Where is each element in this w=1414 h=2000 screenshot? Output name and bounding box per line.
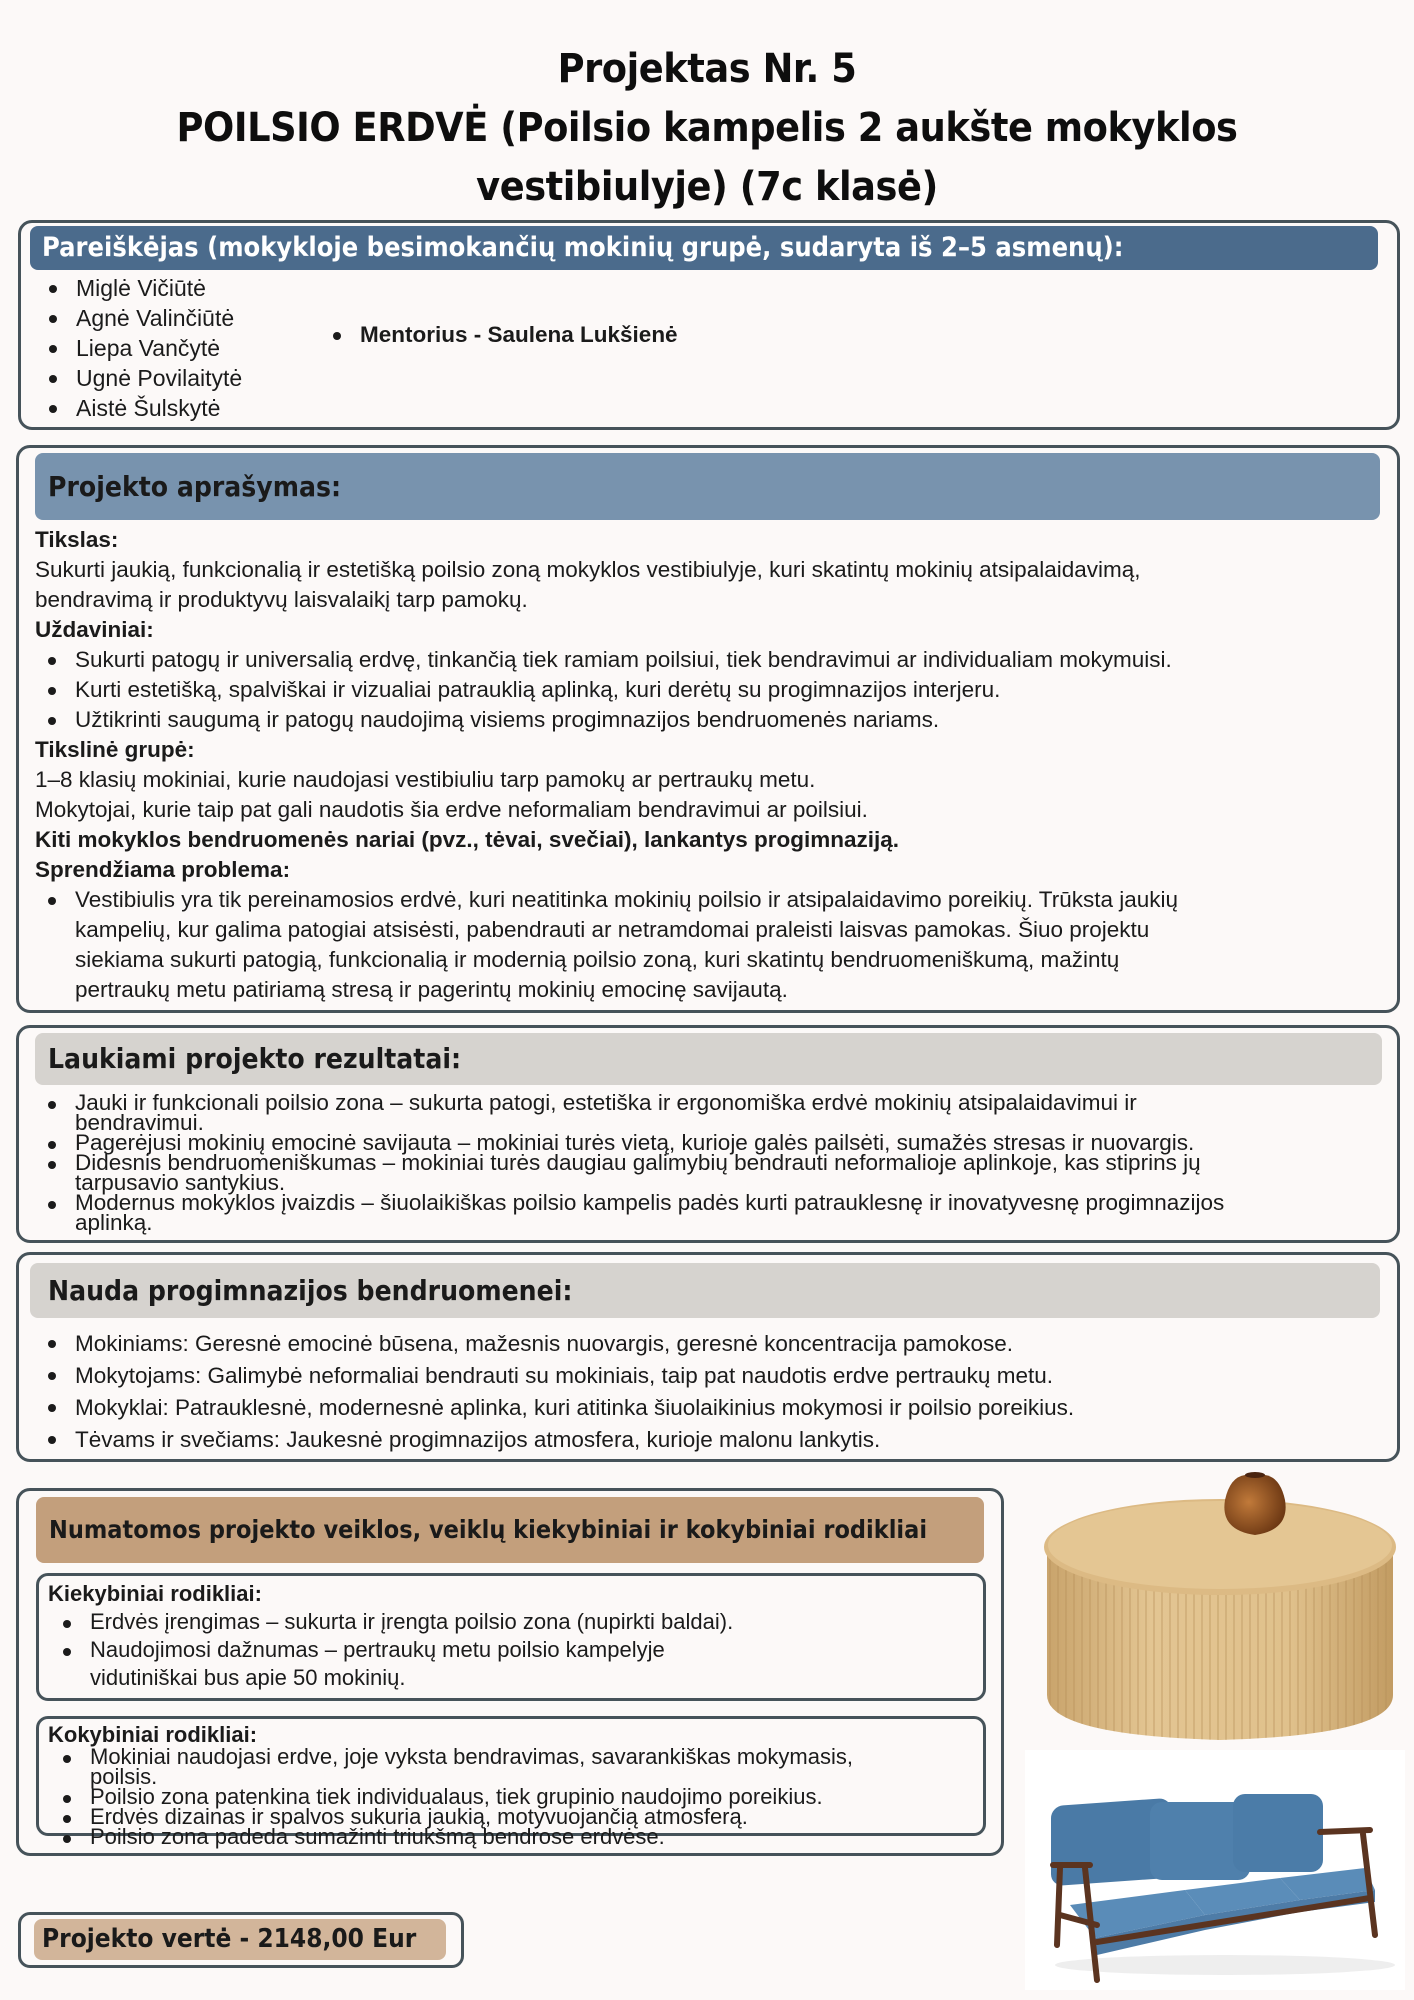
applicant-header: Pareiškėjas (mokykloje besimokančių mokinių grupė, sudaryta iš 2–5 asmenų):: [30, 226, 1378, 270]
task-item: Sukurti patogų ir universalią erdvę, tinkančią tiek ramiam poilsiui, tiek bendravimui ar individualiam mokymuisi.: [35, 645, 1178, 675]
member-item: Agnė Valinčiūtė: [36, 303, 242, 333]
target-bold-line: Kiti mokyklos bendruomenės nariai (pvz., tėvai, svečiai), lankantys progimnaziją.: [35, 827, 900, 852]
result-item: Jauki ir funkcionali poilsio zona – sukurta patogi, estetiška ir ergonomiška erdvė mokinių atsipalaidavimui ir bendravimui.: [35, 1093, 1224, 1133]
task-item: Užtikrinti saugumą ir patogų naudojimą visiems progimnazijos bendruomenės nariams.: [35, 705, 1178, 735]
page-title: [0, 40, 1414, 217]
quantitative-label: Kiekybiniai rodikliai:: [48, 1581, 262, 1606]
result-item: Pagerėjusi mokinių emocinė savijauta – mokiniai turės vietą, kurioje galės pailsėti, sumažės stresas ir nuovargis.: [35, 1133, 1224, 1153]
benefit-item: Mokiniams: Geresnė emocinė būsena, mažesnis nuovargis, geresnė koncentracija pamokose.: [35, 1328, 1074, 1360]
title-line-3: vestibiulyje) (7c klasė): [476, 164, 938, 210]
tasks-list: [35, 645, 1178, 735]
quantitative-content: [48, 1580, 733, 1692]
member-list: [36, 273, 242, 423]
mentor-list: [320, 320, 678, 350]
description-body: [35, 525, 1178, 1005]
quantitative-item: Erdvės įrengimas – sukurta ir įrengta poilsio zona (nupirkti baldai).: [50, 1608, 733, 1636]
qualitative-item: Erdvės dizainas ir spalvos sukuria jaukią, motyvuojančią atmosferą.: [50, 1807, 853, 1827]
benefit-item: Mokytojams: Galimybė neformaliai bendrauti su mokiniais, taip pat naudotis erdve pertraukų metu.: [35, 1360, 1074, 1392]
tasks-label: Uždaviniai:: [35, 617, 154, 642]
problem-item: Vestibiulis yra tik pereinamosios erdvė, kuri neatitinka mokinių poilsio ir atsipalaidavimo poreikių. Trūksta jaukių kampelių, kur galima patogiai atsisėsti, pabendrauti ar netramdomai praleisti laisvas pamokas. Šiuo projektu siekiama sukurti patogią, funkcionalią ir modernią poilsio zoną, kuri skatintų bendruomeniškumą, mažintų pertraukų metu patiriamą stresą ir pagerintų mokinių emocinę savijautą.: [35, 885, 1178, 1005]
title-line-2: POILSIO ERDVĖ (Poilsio kampelis 2 aukšte mokyklos: [176, 105, 1238, 151]
results-list: [35, 1090, 1225, 1235]
member-item: Aistė Šulskytė: [36, 393, 242, 423]
sofa-image: [1025, 1750, 1405, 1990]
benefit-item: Mokyklai: Patrauklesnė, modernesnė aplinka, kuri atitinka šiuolaikinius mokymosi ir poilsio poreikius.: [35, 1392, 1074, 1424]
problem-list: [35, 885, 1178, 1005]
result-item: Didesnis bendruomeniškumas – mokiniai turės daugiau galimybių bendrauti neformalioje aplinkoje, kas stiprins jų tarpusavio santykius.: [35, 1153, 1224, 1193]
task-item: Kurti estetišką, spalviškai ir vizualiai patrauklią aplinką, kuri derėtų su progimnazijos interjeru.: [35, 675, 1178, 705]
benefits-header: Nauda progimnazijos bendruomenei:: [30, 1263, 1380, 1318]
quantitative-list: [48, 1608, 733, 1692]
target-label: Tikslinė grupė:: [35, 737, 195, 762]
results-header: Laukiami projekto rezultatai:: [35, 1033, 1382, 1085]
qualitative-item: Mokiniai naudojasi erdve, joje vyksta bendravimas, savarankiškas mokymasis, poilsis.: [50, 1747, 853, 1787]
result-item: Modernus mokyklos įvaizdis – šiuolaikiškas poilsio kampelis padės kurti patrauklesnę ir inovatyvesnę progimnazijos aplinką.: [35, 1193, 1224, 1233]
coffee-table-image: [1035, 1465, 1405, 1745]
qualitative-list: [48, 1744, 853, 1849]
member-item: Ugnė Povilaitytė: [36, 363, 242, 393]
qualitative-content: [48, 1722, 853, 1847]
member-item: Miglė Vičiūtė: [36, 273, 242, 303]
qualitative-label: Kokybiniai rodikliai:: [48, 1722, 258, 1747]
goal-text-line: bendravimą ir produktyvų laisvalaikį tarp pamokų.: [35, 587, 528, 612]
target-text-line: Mokytojai, kurie taip pat gali naudotis šia erdve neformaliam bendravimui ar poilsiui.: [35, 797, 868, 822]
description-header: Projekto aprašymas:: [35, 453, 1380, 520]
value-label: Projekto vertė - 2148,00 Eur: [34, 1919, 446, 1960]
qualitative-item: Poilsio zona padeda sumažinti triukšmą bendrose erdvėse.: [50, 1827, 853, 1847]
qualitative-item: Poilsio zona patenkina tiek individualaus, tiek grupinio naudojimo poreikius.: [50, 1787, 853, 1807]
activities-header: Numatomos projekto veiklos, veiklų kiekybiniai ir kokybiniai rodikliai: [36, 1497, 984, 1563]
target-text-line: 1–8 klasių mokiniai, kurie naudojasi vestibiuliu tarp pamokų ar pertraukų metu.: [35, 767, 816, 792]
benefits-list: [35, 1328, 1074, 1456]
problem-label: Sprendžiama problema:: [35, 857, 291, 882]
quantitative-item: Naudojimosi dažnumas – pertraukų metu poilsio kampelyje vidutiniškai bus apie 50 mokinių.: [50, 1636, 733, 1692]
goal-label: Tikslas:: [35, 527, 119, 552]
mentor-item: Mentorius - Saulena Lukšienė: [320, 320, 678, 350]
member-item: Liepa Vančytė: [36, 333, 242, 363]
benefit-item: Tėvams ir svečiams: Jaukesnė progimnazijos atmosfera, kurioje malonu lankytis.: [35, 1424, 1074, 1456]
goal-text-line: Sukurti jaukią, funkcionalią ir estetišką poilsio zoną mokyklos vestibiulyje, kuri skatintų mokinių atsipalaidavimą,: [35, 557, 1141, 582]
title-line-1: Projektas Nr. 5: [557, 46, 857, 92]
